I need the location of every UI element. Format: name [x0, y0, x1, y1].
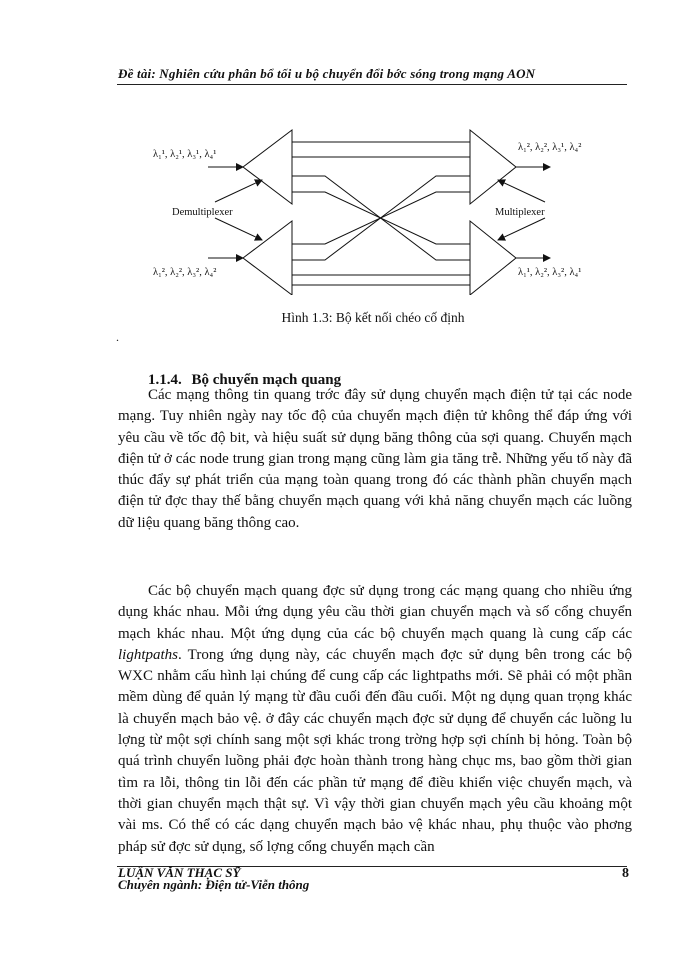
demux-bottom-triangle: [243, 221, 292, 295]
mux-bottom-triangle: [470, 221, 516, 295]
label-demultiplexer: Demultiplexer: [172, 207, 233, 218]
label-output-bottom: λ₁¹, λ₂², λ₃², λ₄¹: [518, 267, 582, 278]
straight-fibers: [292, 142, 470, 285]
paragraph-2-part-b: . Trong ứng dụng này, các chuyển mạch đợc sử dụng bên trong các bộ WXC nhằm cấu hình lại chúng để cung cấp các lightpaths mới. Sẽ phải có một phần mềm dùng để quản lý mạng từ đầu cuối đến đầu cuối. Một ng dụng quan trọng khác là chuyển mạch bảo vệ. ở đây các chuyển mạch đợc sử dụng để chuyển các luồng lu lợng từ một sợi chính sang một sợi khác trong trờng hợp sợi chính bị hỏng. Toàn bộ quá trình chuyển luồng phải đợc hoàn thành trong hàng chục ms, bao gồm thời gian tìm ra lỗi, thông tin lỗi đến các phần tử mạng để điều khiển việc chuyển mạch, và thời gian chuyển mạch thật sự. Vì vậy thời gian chuyển mạch yêu cầu khoảng một vài ms. Có thể có các dạng chuyển mạch bảo vệ khác nhau, phụ thuộc vào phơng pháp sử đợc sử dụng, số lợng cổng chuyển mạch cần: [118, 646, 632, 855]
mux-top-triangle: [470, 130, 516, 204]
footer-thesis: LUẬN VĂN THẠC SỸ: [118, 865, 241, 880]
header-rule: [117, 84, 627, 85]
figure-caption: Hình 1.3: Bộ kết nối chéo cố định: [281, 310, 465, 325]
cross-connect-diagram: [150, 120, 610, 295]
paragraph-2-text: [118, 581, 632, 858]
label-multiplexer: Multiplexer: [495, 207, 545, 218]
page-number: 8: [622, 866, 629, 881]
footer-left: [118, 867, 309, 891]
label-input-bottom: λ₁², λ₂², λ₃², λ₄²: [153, 267, 217, 278]
paragraph-2: [118, 581, 632, 858]
paragraph-2-italic-term: lightpaths: [118, 646, 179, 663]
demux-top-triangle: [243, 130, 292, 204]
section-title: Bộ chuyển mạch quang: [191, 372, 342, 388]
page-header: Đề tài: Nghiên cứu phân bổ tối u bộ chuyển đổi bớc sóng trong mạng AON: [118, 66, 536, 81]
stray-dot: .: [116, 330, 119, 344]
paragraph-1: [118, 385, 632, 534]
paragraph-1-text: Các mạng thông tin quang trớc đây sử dụng chuyển mạch điện tử tại các node mạng. Tuy nhiên ngày nay tốc độ của chuyển mạch điện tử không thể đáp ứng với yêu cầu về tốc độ bit, và hiệu suất sử dụng băng thông của sợi quang. Chuyển mạch điện tử ở các node trung gian trong mạng cũng làm gia tăng trễ. Những yếu tố này đã thúc đẩy sự phát triển của mạng toàn quang trong đó các thành phần chuyển mạch điện tử đợc thay thế bằng chuyển mạch quang với khả năng chuyển mạch các luồng dữ liệu quang băng thông cao.: [118, 387, 632, 531]
crossed-fibers: [292, 176, 470, 260]
paragraph-2-part-a: Các bộ chuyển mạch quang đợc sử dụng trong các mạng quang cho nhiều ứng dụng khác nhau. Mỗi ứng dụng yêu cầu thời gian chuyển mạch và số cổng chuyển mạch khác nhau. Một ứng dụng của các bộ chuyển mạch quang là cung cấp các: [118, 583, 632, 642]
section-number: 1.1.4.: [148, 372, 182, 388]
footer-major: Chuyên ngành: Điện tử-Viễn thông: [118, 877, 310, 892]
label-input-top: λ₁¹, λ₂¹, λ₃¹, λ₄¹: [153, 149, 217, 160]
cross-connect-figure: [150, 120, 610, 295]
label-output-top: λ₁², λ₂², λ₃¹, λ₄²: [518, 142, 582, 153]
